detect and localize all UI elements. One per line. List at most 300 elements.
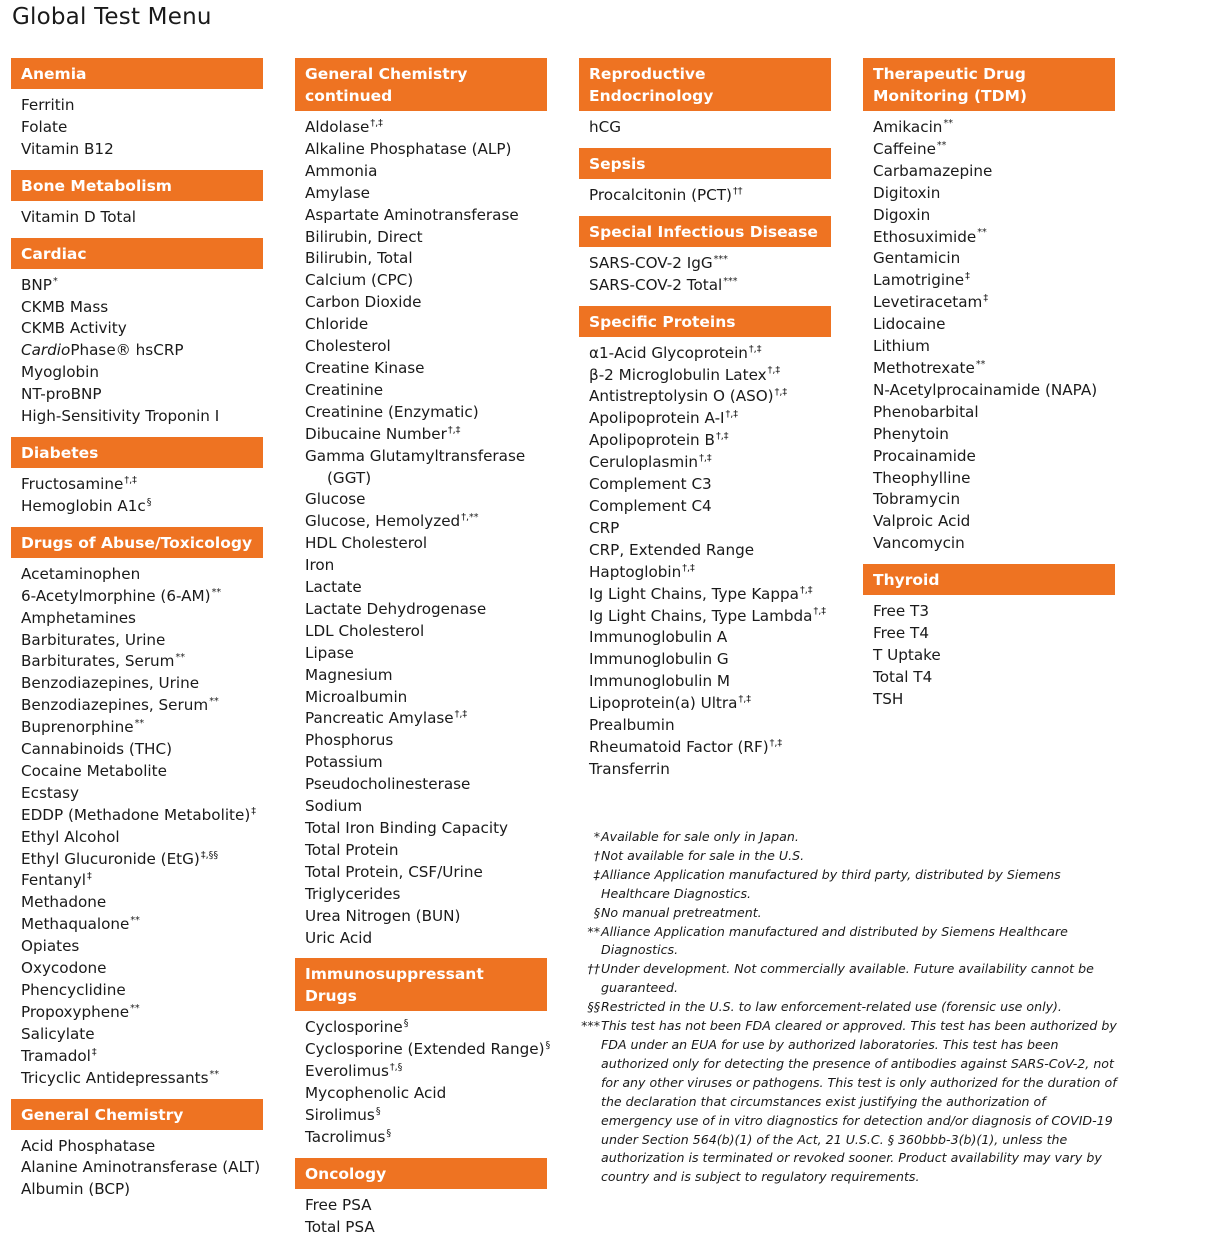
test-name: Complement C4 xyxy=(589,496,712,515)
test-name: Gentamicin xyxy=(873,249,961,268)
test-item xyxy=(873,270,1115,292)
test-category-section xyxy=(11,238,263,428)
footnote-mark: ** xyxy=(211,586,222,598)
test-item xyxy=(305,139,547,161)
test-name: Dibucaine Number xyxy=(305,424,447,443)
test-name: Calcium (CPC) xyxy=(305,271,414,290)
test-item xyxy=(305,358,547,380)
test-item xyxy=(21,958,263,980)
test-item xyxy=(305,1217,547,1239)
test-item xyxy=(21,870,263,892)
test-name: Complement C3 xyxy=(589,475,712,494)
test-name: Cannabinoids (THC) xyxy=(21,740,172,759)
test-item xyxy=(21,496,263,518)
test-item xyxy=(589,430,831,452)
test-item xyxy=(589,584,831,606)
test-name: Carbamazepine xyxy=(873,161,993,180)
test-name: Alkaline Phosphatase (ALP) xyxy=(305,139,512,158)
footnote xyxy=(579,866,1119,904)
test-item xyxy=(305,906,547,928)
test-name: Tobramycin xyxy=(873,490,961,509)
test-list xyxy=(11,558,263,1090)
test-name: Methadone xyxy=(21,893,107,912)
test-list xyxy=(295,1011,551,1148)
test-name: Pseudocholinesterase xyxy=(305,775,471,794)
test-item xyxy=(305,1017,547,1039)
test-item xyxy=(589,606,831,628)
test-item xyxy=(589,693,831,715)
test-name: Tricyclic Antidepressants xyxy=(21,1068,209,1087)
test-item xyxy=(873,667,1115,689)
test-name: Acid Phosphatase xyxy=(21,1136,156,1155)
test-item xyxy=(305,205,547,227)
test-name: Digoxin xyxy=(873,205,931,224)
footnote xyxy=(579,1017,1119,1187)
test-name: High-Sensitivity Troponin I xyxy=(21,407,220,426)
test-name: SARS-COV-2 IgG xyxy=(589,253,713,272)
test-list xyxy=(11,269,263,428)
footnote-mark: ‡ xyxy=(91,1046,97,1058)
footnote-mark: ‡ xyxy=(251,805,257,817)
test-item xyxy=(305,840,547,862)
test-name: Cholesterol xyxy=(305,337,391,356)
test-item xyxy=(305,1061,547,1083)
footnote-mark: †,‡ xyxy=(813,606,827,618)
footnote-symbol: §§ xyxy=(587,999,600,1015)
test-item xyxy=(873,533,1115,555)
test-name: Folate xyxy=(21,117,68,136)
test-name: Albumin (BCP) xyxy=(21,1180,131,1199)
test-name: CRP, Extended Range xyxy=(589,540,755,559)
test-list xyxy=(863,595,1115,711)
footnote-mark: ** xyxy=(209,1068,220,1080)
test-name: Total T4 xyxy=(873,667,933,686)
test-item xyxy=(21,914,263,936)
footnote-mark: § xyxy=(403,1018,409,1030)
footnote-text: Under development. Not commercially available. Future availability cannot be guaranteed. xyxy=(601,961,1094,996)
test-item xyxy=(305,1105,547,1127)
test-item xyxy=(305,884,547,906)
test-item xyxy=(305,643,547,665)
footnote-symbol: †† xyxy=(587,961,600,977)
test-item xyxy=(873,601,1115,623)
test-name: Rheumatoid Factor (RF) xyxy=(589,737,769,756)
test-list xyxy=(579,111,831,139)
test-name: Ethyl Glucuronide (EtG) xyxy=(21,849,200,868)
test-name: Barbiturates, Serum xyxy=(21,652,175,671)
footnote xyxy=(579,828,1119,847)
test-category-section xyxy=(11,1099,263,1202)
test-item xyxy=(305,665,547,687)
footnote-mark: †,‡ xyxy=(748,343,762,355)
test-item xyxy=(21,474,263,496)
test-list xyxy=(579,247,831,297)
footnote-text: This test has not been FDA cleared or approved. This test has been authorized by FDA under an EUA for use by authorized laboratories. This test has been authorized only for detecting the presence of antibodies against SARS-CoV-2, not for any other viruses or pathogens. This test is only authorized for the duration of the declaration that circumstances exist justifying the authorization of emergency use of in vitro diagnostics for detection and/or diagnosis of COVID-19 under Section 564(b)(1) of the Act, 21 U.S.C. § 360bbb-3(b)(1), unless the authorization is terminated or revoked sooner. Product availability may vary by country and is subject to regulatory requirements. xyxy=(601,1018,1117,1185)
test-category-section xyxy=(11,527,263,1090)
footnote-mark: †,‡ xyxy=(699,453,712,465)
test-item xyxy=(589,474,831,496)
test-category-section xyxy=(11,437,263,518)
test-item xyxy=(873,292,1115,314)
category-header: General Chemistry continued xyxy=(295,58,547,111)
footnote-mark: ‡,§§ xyxy=(200,849,219,861)
test-name: Cocaine Metabolite xyxy=(21,761,167,780)
test-item xyxy=(873,468,1115,490)
test-item xyxy=(21,849,263,871)
test-name: Bilirubin, Total xyxy=(305,249,413,268)
test-item xyxy=(305,862,547,884)
test-item xyxy=(873,689,1115,711)
test-item xyxy=(873,645,1115,667)
test-name: Lipase xyxy=(305,643,354,662)
test-category-section xyxy=(11,58,263,161)
footnote-mark: ** xyxy=(130,1002,140,1014)
test-item xyxy=(589,540,831,562)
test-name: Amikacin xyxy=(873,118,943,136)
footnote-symbol: * xyxy=(593,829,600,844)
test-item xyxy=(589,759,831,781)
test-item xyxy=(305,183,547,205)
test-item xyxy=(873,205,1115,227)
test-name: Ig Light Chains, Type Kappa xyxy=(589,584,799,603)
test-category-section xyxy=(863,58,1115,555)
test-name: CKMB Activity xyxy=(21,319,127,338)
category-header: Sepsis xyxy=(579,148,831,179)
test-name: Transferrin xyxy=(589,759,670,778)
test-item xyxy=(21,739,263,761)
test-item xyxy=(21,651,263,673)
test-item xyxy=(21,406,263,428)
footnotes xyxy=(579,828,1119,1187)
test-item xyxy=(873,623,1115,645)
footnote-mark: †,‡ xyxy=(738,694,751,706)
footnote-text: Not available for sale in the U.S. xyxy=(601,847,805,863)
footnote xyxy=(579,960,1119,998)
test-item xyxy=(21,805,263,827)
test-item xyxy=(21,761,263,783)
test-name: Everolimus xyxy=(305,1062,389,1081)
test-name: Bilirubin, Direct xyxy=(305,227,423,246)
test-item xyxy=(21,980,263,1002)
test-name: Lithium xyxy=(873,337,930,356)
footnote-mark: †,‡ xyxy=(682,562,695,574)
test-item xyxy=(305,468,547,490)
test-name: EDDP (Methadone Metabolite) xyxy=(21,805,251,824)
test-item xyxy=(305,687,547,709)
test-item xyxy=(305,621,547,643)
test-item xyxy=(873,402,1115,424)
test-item xyxy=(873,139,1115,161)
test-name: Sodium xyxy=(305,797,363,816)
test-name: Phenobarbital xyxy=(873,402,979,421)
footnote-symbol: *** xyxy=(581,1018,600,1034)
footnote-mark: †,** xyxy=(461,512,479,524)
footnote-mark: †,‡ xyxy=(725,409,739,421)
test-name: Glucose xyxy=(305,490,366,509)
test-name: Immunoglobulin A xyxy=(589,628,728,647)
test-list xyxy=(295,111,547,949)
test-item xyxy=(21,362,263,384)
test-list xyxy=(863,111,1115,555)
test-name: Procainamide xyxy=(873,446,976,465)
test-name: Urea Nitrogen (BUN) xyxy=(305,906,461,925)
test-category-section xyxy=(579,58,831,139)
test-name: Alanine Aminotransferase (ALT) xyxy=(21,1158,261,1177)
test-category-section xyxy=(295,58,547,949)
test-name: Ecstasy xyxy=(21,783,80,802)
test-name: Free T3 xyxy=(873,602,929,621)
test-item xyxy=(21,892,263,914)
test-name: N-Acetylprocainamide (NAPA) xyxy=(873,380,1098,399)
test-name: Salicylate xyxy=(21,1024,95,1043)
test-item xyxy=(305,380,547,402)
footnote-mark: ** xyxy=(209,696,219,708)
test-name: Aspartate Aminotransferase xyxy=(305,205,519,224)
test-name: Amphetamines xyxy=(21,608,136,627)
test-name: TSH xyxy=(873,689,904,708)
footnote-mark: †,§ xyxy=(389,1062,403,1074)
test-item xyxy=(21,827,263,849)
test-name: Sirolimus xyxy=(305,1106,375,1125)
test-name: Creatinine xyxy=(305,380,384,399)
category-header: General Chemistry xyxy=(11,1099,263,1130)
test-item xyxy=(305,796,547,818)
test-name: Tacrolimus xyxy=(305,1127,386,1146)
test-name: Ethosuximide xyxy=(873,227,977,246)
test-item xyxy=(305,555,547,577)
test-item xyxy=(305,752,547,774)
test-name: Cyclosporine xyxy=(305,1018,403,1037)
test-name: Opiates xyxy=(21,937,80,956)
test-item xyxy=(21,1136,263,1158)
category-header: Specific Proteins xyxy=(579,306,831,337)
test-name: Apolipoprotein B xyxy=(589,431,715,450)
test-item xyxy=(21,717,263,739)
test-item xyxy=(305,533,547,555)
footnote-symbol: † xyxy=(593,847,600,863)
test-name: Amylase xyxy=(305,183,370,202)
test-item xyxy=(873,489,1115,511)
test-item xyxy=(305,489,547,511)
footnote-mark: ** xyxy=(977,227,987,239)
test-name: Triglycerides xyxy=(305,884,401,903)
test-item xyxy=(873,314,1115,336)
footnote-mark: †,‡ xyxy=(769,737,783,749)
footnote-mark: ** xyxy=(134,718,145,730)
test-name: Valproic Acid xyxy=(873,512,971,531)
footnote-mark: *** xyxy=(723,275,738,287)
test-name: Buprenorphine xyxy=(21,718,134,737)
category-header: Immunosuppressant Drugs xyxy=(295,958,547,1011)
test-item xyxy=(589,671,831,693)
test-category-section xyxy=(579,148,831,207)
test-name: Antistreptolysin O (ASO) xyxy=(589,387,774,406)
test-name: hCG xyxy=(589,118,621,136)
test-item xyxy=(305,292,547,314)
test-category-section xyxy=(295,958,551,1148)
test-name: LDL Cholesterol xyxy=(305,621,425,640)
test-item xyxy=(21,1024,263,1046)
test-item xyxy=(589,275,831,297)
test-name: Ig Light Chains, Type Lambda xyxy=(589,606,813,625)
test-list xyxy=(11,1130,263,1202)
test-name: Levetiracetam xyxy=(873,293,983,312)
test-name: Methaqualone xyxy=(21,915,130,934)
test-name: Oxycodone xyxy=(21,959,107,978)
menu-column xyxy=(295,58,551,1248)
test-item xyxy=(873,227,1115,249)
footnote-mark: ** xyxy=(130,915,140,927)
test-name: Haptoglobin xyxy=(589,562,682,581)
test-name: α1-Acid Glycoprotein xyxy=(589,343,748,362)
test-item xyxy=(589,452,831,474)
test-name: Digitoxin xyxy=(873,183,941,202)
test-name: Magnesium xyxy=(305,665,393,684)
test-brand-italic: Cardio xyxy=(21,341,71,360)
category-header: Oncology xyxy=(295,1158,547,1189)
test-item xyxy=(589,496,831,518)
menu-column xyxy=(863,58,1115,720)
test-category-section xyxy=(11,170,263,229)
test-item xyxy=(21,695,263,717)
test-list xyxy=(295,1189,547,1239)
page-title: Global Test Menu xyxy=(12,4,212,30)
category-header: Cardiac xyxy=(11,238,263,269)
test-item xyxy=(21,95,263,117)
menu-column xyxy=(579,58,831,790)
test-name: BNP xyxy=(21,275,52,294)
test-category-section xyxy=(579,216,831,297)
footnote-mark: ** xyxy=(175,652,185,664)
test-item xyxy=(589,365,831,387)
footnote-symbol: ** xyxy=(587,923,600,939)
test-name: Iron xyxy=(305,556,335,575)
test-name: Lidocaine xyxy=(873,315,946,334)
test-item xyxy=(873,183,1115,205)
footnote-text: Available for sale only in Japan. xyxy=(601,829,799,844)
category-header: Reproductive Endocrinology xyxy=(579,58,831,111)
test-name: Apolipoprotein A-I xyxy=(589,409,725,428)
test-item xyxy=(589,343,831,365)
test-name: Lactate Dehydrogenase xyxy=(305,599,487,618)
footnote xyxy=(579,904,1119,923)
test-item xyxy=(305,446,547,468)
test-name: Gamma Glutamyltransferase xyxy=(305,446,526,465)
category-header: Drugs of Abuse/Toxicology xyxy=(11,527,263,558)
footnote-symbol: ‡ xyxy=(593,866,600,882)
footnote-mark: § xyxy=(545,1040,551,1052)
test-item xyxy=(21,275,263,297)
footnote xyxy=(579,998,1119,1017)
test-item xyxy=(589,253,831,275)
test-item xyxy=(21,1157,263,1179)
test-category-section xyxy=(863,564,1115,711)
test-item xyxy=(589,562,831,584)
test-name: Procalcitonin (PCT) xyxy=(589,185,732,204)
test-name: Potassium xyxy=(305,753,383,772)
test-item xyxy=(305,1195,547,1217)
test-item xyxy=(305,1039,551,1061)
test-name: Creatinine (Enzymatic) xyxy=(305,402,479,421)
test-item xyxy=(589,185,831,207)
footnote-mark: †,‡ xyxy=(715,431,729,443)
footnote-mark: * xyxy=(52,275,58,287)
category-header: Therapeutic Drug Monitoring (TDM) xyxy=(863,58,1115,111)
test-item xyxy=(305,117,547,139)
test-item xyxy=(305,1127,547,1149)
footnote-mark: †,‡ xyxy=(454,709,468,721)
footnote-mark: ** xyxy=(943,117,953,129)
test-name: Theophylline xyxy=(873,468,971,487)
category-header: Thyroid xyxy=(863,564,1115,595)
test-name: Hemoglobin A1c xyxy=(21,496,146,515)
test-item xyxy=(21,608,263,630)
footnote-text: Alliance Application manufactured by third party, distributed by Siemens Healthcare Diagnostics. xyxy=(601,866,1061,901)
test-name: Prealbumin xyxy=(589,716,675,735)
test-name: Fentanyl xyxy=(21,871,86,890)
test-name: Total PSA xyxy=(305,1217,375,1236)
footnote-mark: ‡ xyxy=(86,871,92,883)
test-category-section xyxy=(579,306,831,781)
test-item xyxy=(305,577,547,599)
test-name: Free PSA xyxy=(305,1195,372,1214)
test-item xyxy=(589,627,831,649)
test-item xyxy=(21,1068,263,1090)
test-item xyxy=(873,424,1115,446)
footnote-mark: § xyxy=(375,1106,381,1117)
test-item xyxy=(21,340,263,362)
test-item xyxy=(305,1083,547,1105)
test-item xyxy=(305,227,547,249)
test-item xyxy=(21,207,263,229)
test-name: Lipoprotein(a) Ultra xyxy=(589,694,738,713)
test-item xyxy=(305,424,547,446)
footnote-text: Alliance Application manufactured and distributed by Siemens Healthcare Diagnostics. xyxy=(601,923,1068,958)
footnote-mark: ** xyxy=(936,139,947,151)
test-name: Tramadol xyxy=(21,1046,91,1065)
test-item xyxy=(21,384,263,406)
test-name: Immunoglobulin G xyxy=(589,650,729,669)
test-name: Barbiturates, Urine xyxy=(21,630,166,649)
test-name: Caffeine xyxy=(873,139,936,158)
test-name: Free T4 xyxy=(873,624,929,643)
test-item xyxy=(589,737,831,759)
test-list xyxy=(579,337,831,781)
menu-column xyxy=(11,58,263,1210)
footnote-mark: †,‡ xyxy=(447,424,461,436)
test-list xyxy=(11,89,263,161)
footnote-mark: †,‡ xyxy=(370,117,383,129)
footnote-mark: ‡ xyxy=(965,271,970,283)
test-item xyxy=(873,248,1115,270)
test-item xyxy=(305,928,547,950)
test-item xyxy=(21,586,263,608)
test-name: CKMB Mass xyxy=(21,297,109,316)
category-header: Bone Metabolism xyxy=(11,170,263,201)
test-item xyxy=(305,599,547,621)
footnote-mark: ** xyxy=(975,358,986,370)
test-item xyxy=(589,518,831,540)
category-header: Special Infectious Disease xyxy=(579,216,831,247)
test-item xyxy=(873,161,1115,183)
test-item xyxy=(589,408,831,430)
test-item xyxy=(305,818,547,840)
test-item xyxy=(873,446,1115,468)
test-name: Aldolase xyxy=(305,118,370,136)
test-item xyxy=(873,511,1115,533)
test-name: Glucose, Hemolyzed xyxy=(305,512,461,531)
test-name: Total Iron Binding Capacity xyxy=(305,819,509,837)
